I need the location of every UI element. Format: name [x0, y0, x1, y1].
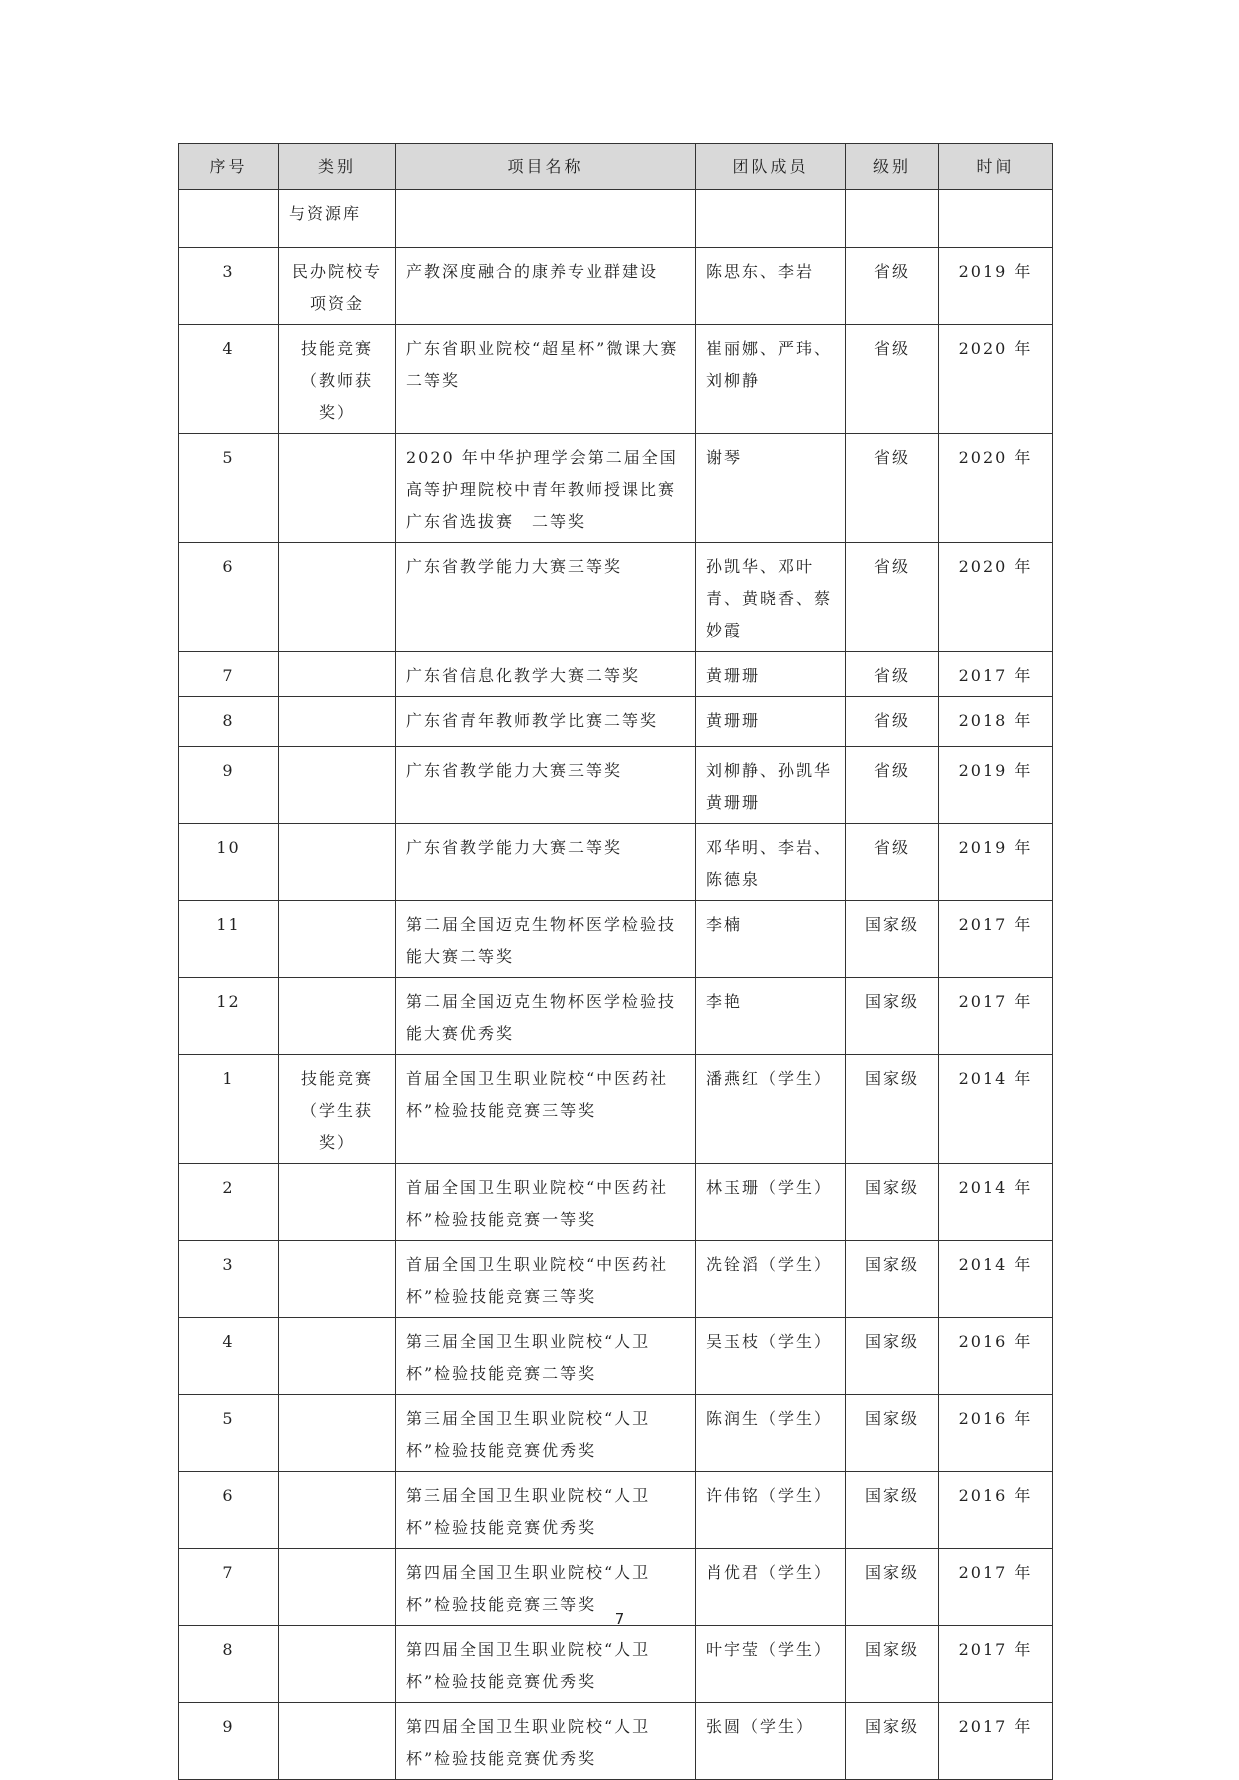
table-row: [179, 325, 1053, 434]
cell-members: 陈润生（学生）: [696, 1395, 846, 1472]
cell-year: 2020 年: [939, 543, 1053, 652]
cell-name: 首届全国卫生职业院校“中医药社杯”检验技能竞赛一等奖: [396, 1164, 696, 1241]
cell-name: 第四届全国卫生职业院校“人卫杯”检验技能竞赛优秀奖: [396, 1703, 696, 1780]
cell-members: 潘燕红（学生）: [696, 1055, 846, 1164]
cell-members: 黄珊珊: [696, 652, 846, 697]
cell-category: 技能竞赛（教师获奖）: [279, 325, 396, 434]
cell-year: 2016 年: [939, 1395, 1053, 1472]
table-row: [179, 1164, 1053, 1241]
cell-category: [279, 1626, 396, 1703]
cell-members: 黄珊珊: [696, 697, 846, 747]
cell-no: 8: [179, 697, 279, 747]
cell-no: 3: [179, 248, 279, 325]
cell-year: 2019 年: [939, 824, 1053, 901]
cell-category: 与资源库: [279, 190, 396, 248]
cell-no: 1: [179, 1055, 279, 1164]
cell-year: 2017 年: [939, 1703, 1053, 1780]
cell-no: 3: [179, 1241, 279, 1318]
cell-no: 7: [179, 652, 279, 697]
table-row: [179, 1626, 1053, 1703]
cell-level: 省级: [846, 434, 939, 543]
table-header-row: [179, 144, 1053, 190]
cell-name: 广东省教学能力大赛三等奖: [396, 747, 696, 824]
table-row: [179, 652, 1053, 697]
table-row: [179, 1318, 1053, 1395]
cell-members: 许伟铭（学生）: [696, 1472, 846, 1549]
cell-year: 2014 年: [939, 1164, 1053, 1241]
header-members: 团队成员: [696, 144, 846, 190]
table-row: [179, 697, 1053, 747]
cell-no: 9: [179, 747, 279, 824]
cell-level: 国家级: [846, 1626, 939, 1703]
cell-members: 叶宇莹（学生）: [696, 1626, 846, 1703]
table-row: [179, 901, 1053, 978]
cell-name: 广东省信息化教学大赛二等奖: [396, 652, 696, 697]
table-row: [179, 190, 1053, 248]
cell-name: 第四届全国卫生职业院校“人卫杯”检验技能竞赛三等奖: [396, 1549, 696, 1626]
cell-name: 第四届全国卫生职业院校“人卫杯”检验技能竞赛优秀奖: [396, 1626, 696, 1703]
page-number: 7: [614, 1610, 625, 1628]
cell-year: 2014 年: [939, 1055, 1053, 1164]
table-row: [179, 1055, 1053, 1164]
table-row: [179, 1241, 1053, 1318]
cell-no: 5: [179, 434, 279, 543]
header-no: 序号: [179, 144, 279, 190]
cell-members: 林玉珊（学生）: [696, 1164, 846, 1241]
cell-no: 4: [179, 325, 279, 434]
cell-members: [696, 190, 846, 248]
cell-members: 谢琴: [696, 434, 846, 543]
cell-no: [179, 190, 279, 248]
cell-name: 2020 年中华护理学会第二届全国高等护理院校中青年教师授课比赛广东省选拔赛 二等奖: [396, 434, 696, 543]
cell-members: 李艳: [696, 978, 846, 1055]
cell-category: [279, 434, 396, 543]
cell-year: 2016 年: [939, 1318, 1053, 1395]
cell-name: 广东省青年教师教学比赛二等奖: [396, 697, 696, 747]
cell-category: [279, 1164, 396, 1241]
cell-level: 省级: [846, 325, 939, 434]
cell-year: 2017 年: [939, 1626, 1053, 1703]
cell-members: 张圆（学生）: [696, 1703, 846, 1780]
cell-members: 吴玉枝（学生）: [696, 1318, 846, 1395]
cell-no: 5: [179, 1395, 279, 1472]
cell-members: 李楠: [696, 901, 846, 978]
cell-name: 首届全国卫生职业院校“中医药社杯”检验技能竞赛三等奖: [396, 1055, 696, 1164]
cell-no: 2: [179, 1164, 279, 1241]
cell-level: 国家级: [846, 1472, 939, 1549]
cell-category: [279, 543, 396, 652]
table-row: [179, 978, 1053, 1055]
cell-year: 2018 年: [939, 697, 1053, 747]
cell-level: 国家级: [846, 1395, 939, 1472]
cell-year: 2017 年: [939, 652, 1053, 697]
cell-name: 首届全国卫生职业院校“中医药社杯”检验技能竞赛三等奖: [396, 1241, 696, 1318]
cell-level: 省级: [846, 652, 939, 697]
cell-category: 民办院校专项资金: [279, 248, 396, 325]
cell-level: 国家级: [846, 1318, 939, 1395]
cell-category: [279, 1241, 396, 1318]
cell-name: 产教深度融合的康养专业群建设: [396, 248, 696, 325]
cell-level: 国家级: [846, 978, 939, 1055]
cell-no: 12: [179, 978, 279, 1055]
cell-year: 2014 年: [939, 1241, 1053, 1318]
cell-members: 陈思东、李岩: [696, 248, 846, 325]
cell-no: 10: [179, 824, 279, 901]
cell-year: 2019 年: [939, 248, 1053, 325]
header-year: 时间: [939, 144, 1053, 190]
table-row: [179, 543, 1053, 652]
cell-level: 国家级: [846, 1164, 939, 1241]
cell-no: 11: [179, 901, 279, 978]
cell-level: 国家级: [846, 901, 939, 978]
cell-members: 邓华明、李岩、陈德泉: [696, 824, 846, 901]
table-row: [179, 1395, 1053, 1472]
cell-year: 2017 年: [939, 978, 1053, 1055]
cell-category: [279, 652, 396, 697]
cell-year: 2017 年: [939, 901, 1053, 978]
cell-no: 7: [179, 1549, 279, 1626]
header-name: 项目名称: [396, 144, 696, 190]
cell-level: 国家级: [846, 1055, 939, 1164]
cell-category: [279, 824, 396, 901]
cell-level: 省级: [846, 543, 939, 652]
table-row: [179, 747, 1053, 824]
cell-members: 崔丽娜、严玮、刘柳静: [696, 325, 846, 434]
awards-table: [178, 143, 1053, 1780]
cell-category: [279, 1318, 396, 1395]
cell-name: [396, 190, 696, 248]
cell-category: 技能竞赛（学生获奖）: [279, 1055, 396, 1164]
cell-year: 2017 年: [939, 1549, 1053, 1626]
cell-members: 肖优君（学生）: [696, 1549, 846, 1626]
cell-name: 第二届全国迈克生物杯医学检验技能大赛优秀奖: [396, 978, 696, 1055]
cell-level: 省级: [846, 248, 939, 325]
table-row: [179, 248, 1053, 325]
table-row: [179, 434, 1053, 543]
table-row: [179, 824, 1053, 901]
cell-no: 6: [179, 543, 279, 652]
cell-members: 刘柳静、孙凯华黄珊珊: [696, 747, 846, 824]
cell-year: 2016 年: [939, 1472, 1053, 1549]
cell-category: [279, 901, 396, 978]
cell-members: 冼铨滔（学生）: [696, 1241, 846, 1318]
cell-level: 国家级: [846, 1241, 939, 1318]
cell-name: 第二届全国迈克生物杯医学检验技能大赛二等奖: [396, 901, 696, 978]
cell-category: [279, 1472, 396, 1549]
cell-level: 国家级: [846, 1549, 939, 1626]
cell-level: 省级: [846, 747, 939, 824]
cell-year: 2020 年: [939, 325, 1053, 434]
cell-name: 第三届全国卫生职业院校“人卫杯”检验技能竞赛优秀奖: [396, 1395, 696, 1472]
cell-year: [939, 190, 1053, 248]
cell-category: [279, 1395, 396, 1472]
cell-level: 省级: [846, 824, 939, 901]
cell-no: 8: [179, 1626, 279, 1703]
cell-name: 第三届全国卫生职业院校“人卫杯”检验技能竞赛优秀奖: [396, 1472, 696, 1549]
cell-name: 广东省职业院校“超星杯”微课大赛 二等奖: [396, 325, 696, 434]
header-level: 级别: [846, 144, 939, 190]
cell-level: [846, 190, 939, 248]
cell-no: 4: [179, 1318, 279, 1395]
cell-no: 6: [179, 1472, 279, 1549]
cell-level: 国家级: [846, 1703, 939, 1780]
cell-category: [279, 978, 396, 1055]
header-category: 类别: [279, 144, 396, 190]
cell-no: 9: [179, 1703, 279, 1780]
cell-name: 广东省教学能力大赛三等奖: [396, 543, 696, 652]
cell-year: 2019 年: [939, 747, 1053, 824]
cell-name: 广东省教学能力大赛二等奖: [396, 824, 696, 901]
table-row: [179, 1703, 1053, 1780]
cell-year: 2020 年: [939, 434, 1053, 543]
cell-level: 省级: [846, 697, 939, 747]
cell-category: [279, 697, 396, 747]
table-row: [179, 1472, 1053, 1549]
cell-name: 第三届全国卫生职业院校“人卫杯”检验技能竞赛二等奖: [396, 1318, 696, 1395]
cell-category: [279, 747, 396, 824]
cell-members: 孙凯华、邓叶青、黄晓香、蔡妙霞: [696, 543, 846, 652]
cell-category: [279, 1703, 396, 1780]
